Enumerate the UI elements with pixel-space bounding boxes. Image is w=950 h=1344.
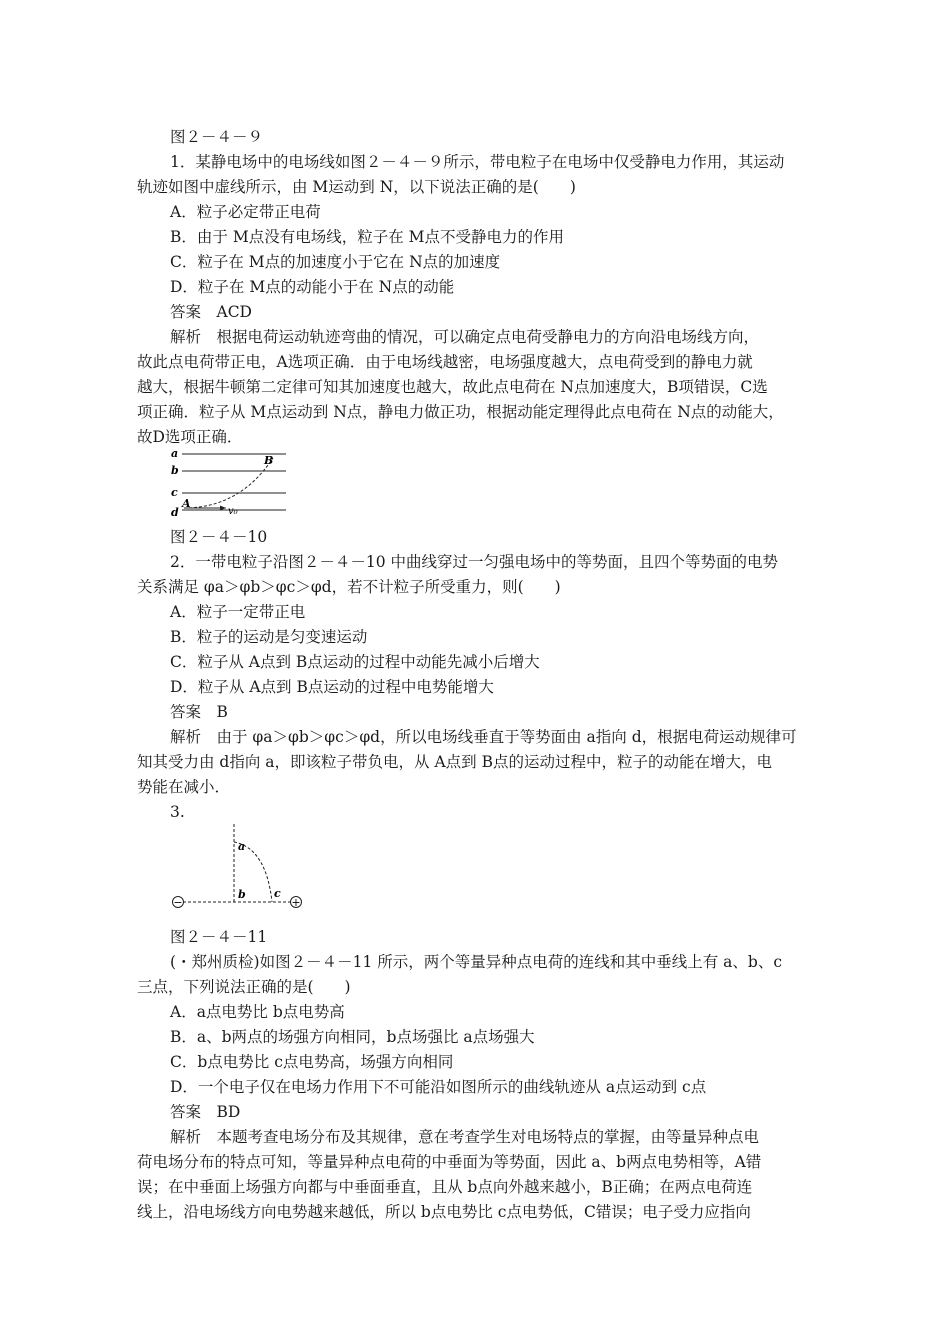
q3-option-a: A．a点电势比 b点电势高 (170, 1003, 345, 1021)
q1-explanation-line5: 故D选项正确． (137, 428, 243, 446)
q1-explanation-line3: 越大，根据牛顿第二定律可知其加速度也越大，故此点电荷在 N点加速度大，B项错误，C选 (137, 378, 768, 396)
q2-answer: 答案 B (170, 703, 228, 721)
q3-option-c: C．b点电势比 c点电势高，场强方向相同 (170, 1053, 454, 1071)
minus-sign: − (173, 896, 183, 909)
q3-stem-line2: 三点，下列说法正确的是( ) (137, 978, 351, 996)
point-a-label: a (238, 840, 246, 853)
figure-caption-2-4-10: 图２－４－10 (170, 528, 268, 546)
figure-caption-2-4-9: 图２－４－９ (170, 128, 264, 146)
q1-option-c: C．粒子在 M点的加速度小于它在 N点的加速度 (170, 253, 501, 271)
label-b: b (171, 464, 179, 477)
q1-explanation-line2: 故此点电荷带正电，A选项正确．由于电场线越密，电场强度越大，点电荷受到的静电力就 (137, 353, 753, 371)
figure-caption-2-4-11: 图２－４－11 (170, 928, 268, 946)
label-a: a (171, 447, 179, 460)
q1-explanation-line1: 解析 根据电荷运动轨迹弯曲的情况，可以确定点电荷受静电力的方向沿电场线方向， (170, 328, 760, 346)
q1-answer: 答案 ACD (170, 303, 252, 321)
point-B-label: B (264, 454, 274, 467)
q2-option-c: C．粒子从 A点到 B点运动的过程中动能先减小后增大 (170, 653, 540, 671)
q2-explanation-line3: 势能在减小． (137, 778, 231, 796)
q3-explanation-line4: 线上，沿电场线方向电势越来越低，所以 b点电势比 c点电势低，C错误；电子受力应指向 (137, 1203, 751, 1221)
q3-answer: 答案 BD (170, 1103, 241, 1121)
point-b-label: b (238, 888, 246, 901)
q3-explanation-line2: 荷电场分布的特点可知，等量异种点电荷的中垂面为等势面，因此 a、b两点电势相等，A错 (137, 1153, 762, 1171)
q1-option-a: A．粒子必定带正电荷 (170, 203, 321, 221)
q2-option-d: D．粒子从 A点到 B点运动的过程中电势能增大 (170, 678, 494, 696)
q3-explanation-line1: 解析 本题考查电场分布及其规律，意在考查学生对电场特点的掌握，由等量异种点电 (170, 1128, 760, 1146)
label-c: c (171, 486, 178, 499)
label-d: d (171, 506, 179, 519)
q1-option-d: D．粒子在 M点的动能小于在 N点的动能 (170, 278, 455, 296)
q3-number: 3. (170, 803, 185, 821)
q2-option-b: B．粒子的运动是匀变速运动 (170, 628, 368, 646)
q2-explanation-line2: 知其受力由 d指向 a，即该粒子带负电，从 A点到 B点的运动过程中，粒子的动能在增大，电 (137, 753, 772, 771)
figure-equipotential-lines (168, 446, 294, 520)
q3-stem-line1: (・郑州质检)如图２－４－11 所示，两个等量异种点电荷的连线和其中垂线上有 a、b、c (170, 953, 783, 971)
q2-stem-line1: 2．一带电粒子沿图２－４－10 中曲线穿过一匀强电场中的等势面，且四个等势面的电势 (170, 553, 779, 571)
q1-option-b: B．由于 M点没有电场线，粒子在 M点不受静电力的作用 (170, 228, 564, 246)
q3-option-b: B．a、b两点的场强方向相同，b点场强比 a点场强大 (170, 1028, 535, 1046)
q3-explanation-line3: 误；在中垂面上场强方向都与中垂面垂直，且从 b点向外越来越小，B正确；在两点电荷连 (137, 1178, 753, 1196)
q3-option-d: D．一个电子仅在电场力作用下不可能沿如图所示的曲线轨迹从 a点运动到 c点 (170, 1078, 707, 1096)
q2-option-a: A．粒子一定带正电 (170, 603, 306, 621)
point-A-label: A (182, 497, 191, 510)
q1-stem-line1: 1．某静电场中的电场线如图２－４－９所示，带电粒子在电场中仅受静电力作用，其运动 (170, 153, 785, 171)
v0-label: v₀ (228, 506, 238, 517)
q2-stem-line2: 关系满足 φa＞φb＞φc＞φd，若不计粒子所受重力，则( ) (137, 578, 561, 596)
particle-trajectory (184, 458, 273, 508)
plus-sign: + (291, 896, 301, 909)
q1-explanation-line4: 项正确．粒子从 M点运动到 N点，静电力做正功，根据动能定理得此点电荷在 N点的动能大， (137, 403, 784, 421)
q2-explanation-line1: 解析 由于 φa＞φb＞φc＞φd，所以电场线垂直于等势面由 a指向 d，根据电荷运动规律可 (170, 728, 797, 746)
point-c-label: c (274, 887, 281, 900)
figure-point-charges (168, 820, 308, 914)
q1-stem-line2: 轨迹如图中虚线所示，由 M运动到 N，以下说法正确的是( ) (137, 178, 576, 196)
